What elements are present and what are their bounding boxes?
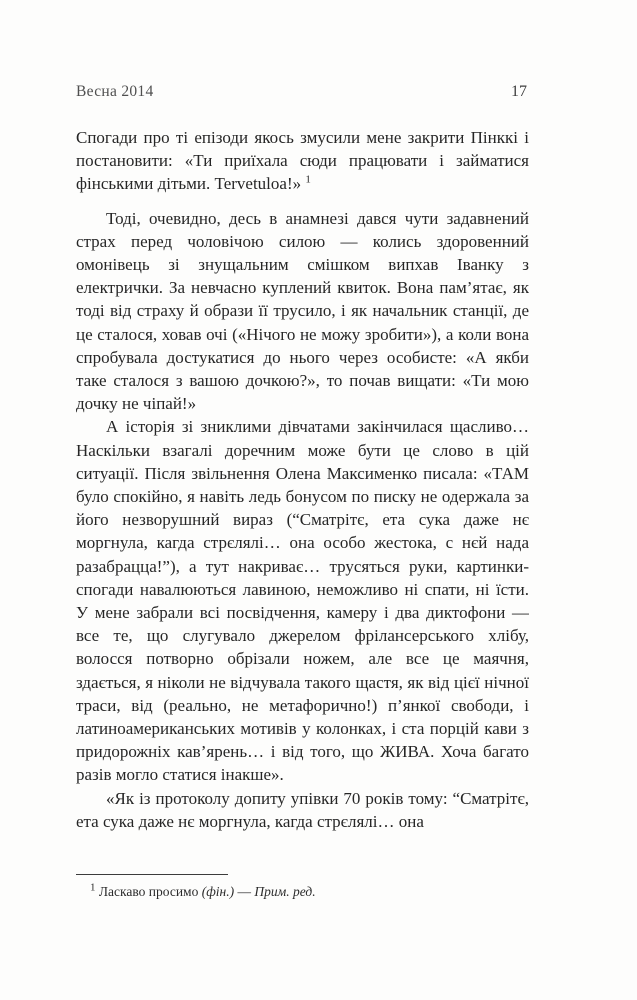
footnote	[76, 883, 529, 901]
footnote-plain-text: —	[234, 884, 255, 899]
body-text	[76, 126, 529, 833]
footnote-rule	[76, 874, 228, 875]
paragraph: «Як із протоколу допиту упівки 70 років тому: “Сматрітє, ета сука даже нє моргнула, кагда стрєлялі… она	[76, 788, 529, 831]
paragraph: А історія зі зниклими дівчатами закінчилася щасливо… Наскільки взагалі доречним може бути це слово в цій ситуації. Після звільнення Олена Максименко писала: «ТАМ було спокійно, я навіть ледь бонусом по писку не одержала за його незворушний вираз (“Сматрітє, ета сука даже нє моргнула, кагда стрєлялі… она особо жестока, с нєй нада разабрацца!”), а тут накриває… трусяться руки, картинки-спогади навалюються лавиною, неможливо ні спати, ні їсти. У мене забрали всі посвідчення, камеру і два диктофони — все те, що слугувало джерелом фрілансерського хлібу, волосся потворно обрізали ножем, але все це маячня, здається, я ніколи не відчувала такого щастя, як від цієї нічної траси, від (реально, не метафорично!) п’янкої свободи, і латиноамериканських мотивів у колонках, і ста порцій кави з придорожніх кав’ярень… і від того, що ЖИВА. Хоча багато разів могло статися інакше».	[76, 417, 529, 785]
footnote-area	[76, 874, 529, 901]
running-title: Весна 2014	[76, 83, 154, 100]
footnote-italic-text: (фін.)	[201, 884, 235, 899]
footnote-ref: 1	[305, 173, 311, 186]
footnote-marker: 1	[90, 881, 96, 894]
paragraph: Спогади про ті епізоди якось змусили мене закрити Пінккі і постановити: «Ти приїхала сюди працювати і займатися фінськими дітьми. Tervetuloa!» $^1$	[76, 128, 529, 194]
paragraph: Тоді, очевидно, десь в анамнезі дався чути задавнений страх перед чоловічою силою — колись здоровенний омонівець зі знущальним смішком випхав Іванку з електрички. За невчасно куплений квиток. Вона пам’ятає, як тоді від страху й образи її трусило, і як начальник станції, де це сталося, ховав очі («Нічого не можу зробити»), а коли вона спробувала достукатися до нього через особисте: «А якби таке сталося з вашою дочкою?», то почав вищати: «Ти мою дочку не чіпай!»	[76, 208, 529, 414]
footnote-plain-text: Ласкаво просимо	[98, 884, 202, 899]
page-number: 17	[511, 83, 527, 100]
footnote-text	[99, 884, 316, 899]
page-header	[76, 83, 527, 101]
footnote-italic-text: Прим. ред.	[254, 884, 316, 899]
